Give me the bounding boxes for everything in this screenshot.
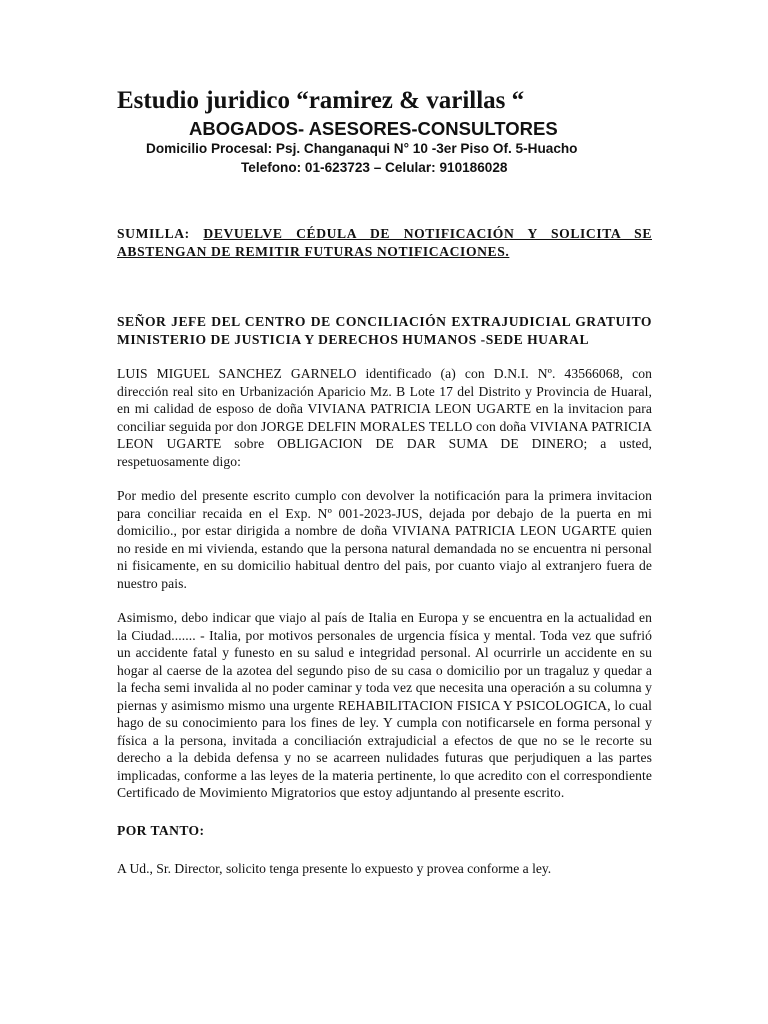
sumilla <box>117 225 652 260</box>
addressee: SEÑOR JEFE DEL CENTRO DE CONCILIACIÓN EXTRAJUDICIAL GRATUITO MINISTERIO DE JUSTICIA Y DERECHOS HUMANOS -SEDE HUARAL <box>117 314 652 347</box>
sumilla-text: DEVUELVE CÉDULA DE NOTIFICACIÓN Y SOLICITA SE ABSTENGAN DE REMITIR FUTURAS NOTIFICACIONES. <box>117 226 652 259</box>
firm-address: Domicilio Procesal: Psj. Changanaqui N° 10 -3er Piso Of. 5-Huacho <box>146 141 578 156</box>
body-paragraph-1: Por medio del presente escrito cumplo con devolver la notificación para la primera invitacion para conciliar recaida en el Exp. Nº 001-2023-JUS, dejada por debajo de la puerta en mi domicilio., por estar dirigida a nombre de doña VIVIANA PATRICIA LEON UGARTE quien no reside en mi vivienda, estando que la persona natural demandada no se encuentra ni personal ni fisicamente, en su domicilio habitual dentro del pais, por cuanto viajo al extranjero fuera de nuestro pais. <box>117 488 652 591</box>
por-tanto-heading: POR TANTO: <box>117 822 205 838</box>
firm-name: Estudio juridico “ramirez & varillas “ <box>117 87 525 114</box>
intro-paragraph: LUIS MIGUEL SANCHEZ GARNELO identificado (a) con D.N.I. Nº. 43566068, con dirección real sito en Urbanización Aparicio Mz. B Lote 17 del Distrito y Provincia de Huaral, en mi calidad de esposo de doña VIVIANA PATRICIA LEON UGARTE en la invitacion para conciliar seguida por don JORGE DELFIN MORALES TELLO con doña VIVIANA PATRICIA LEON UGARTE sobre OBLIGACION DE DAR SUMA DE DINERO; a usted, respetuosamente digo: <box>117 366 652 469</box>
sumilla-label: SUMILLA: <box>117 226 190 241</box>
body-paragraph-2: Asimismo, debo indicar que viajo al país de Italia en Europa y se encuentra en la actualidad en la Ciudad....... - Italia, por motivos personales de urgencia física y mental. Toda vez que sufrió un accidente fatal y funesto en su salud e integridad personal. Al ocurrirle un accidente en su hogar al caerse de la azotea del segundo piso de su casa o domicilio por un tragaluz y quedar a la fecha semi invalida al no poder caminar y toda vez que necesita una operación a su columna y piernas y asimismo mismo una urgente REHABILITACION FISICA Y PSICOLOGICA, lo cual hago de su conocimiento para los fines de ley. Y cumpla con notificarsele en forma personal y física a la persona, invitada a conciliación extrajudicial a efectos de que no se le recorte su derecho a la debida defensa y no se acarreen nulidades futuras que perjudiquen a las partes implicadas, conforme a las leyes de la materia pertinente, lo que acredito con el correspondiente Certificado de Movimiento Migratorios que estoy adjuntando al presente escrito. <box>117 610 652 800</box>
closing-request: A Ud., Sr. Director, solicito tenga presente lo expuesto y provea conforme a ley. <box>117 861 552 876</box>
letterhead <box>117 86 652 177</box>
document-page <box>117 86 652 878</box>
firm-phones: Telefono: 01-623723 – Celular: 910186028 <box>241 160 508 175</box>
firm-tagline: ABOGADOS- ASESORES-CONSULTORES <box>189 118 558 139</box>
